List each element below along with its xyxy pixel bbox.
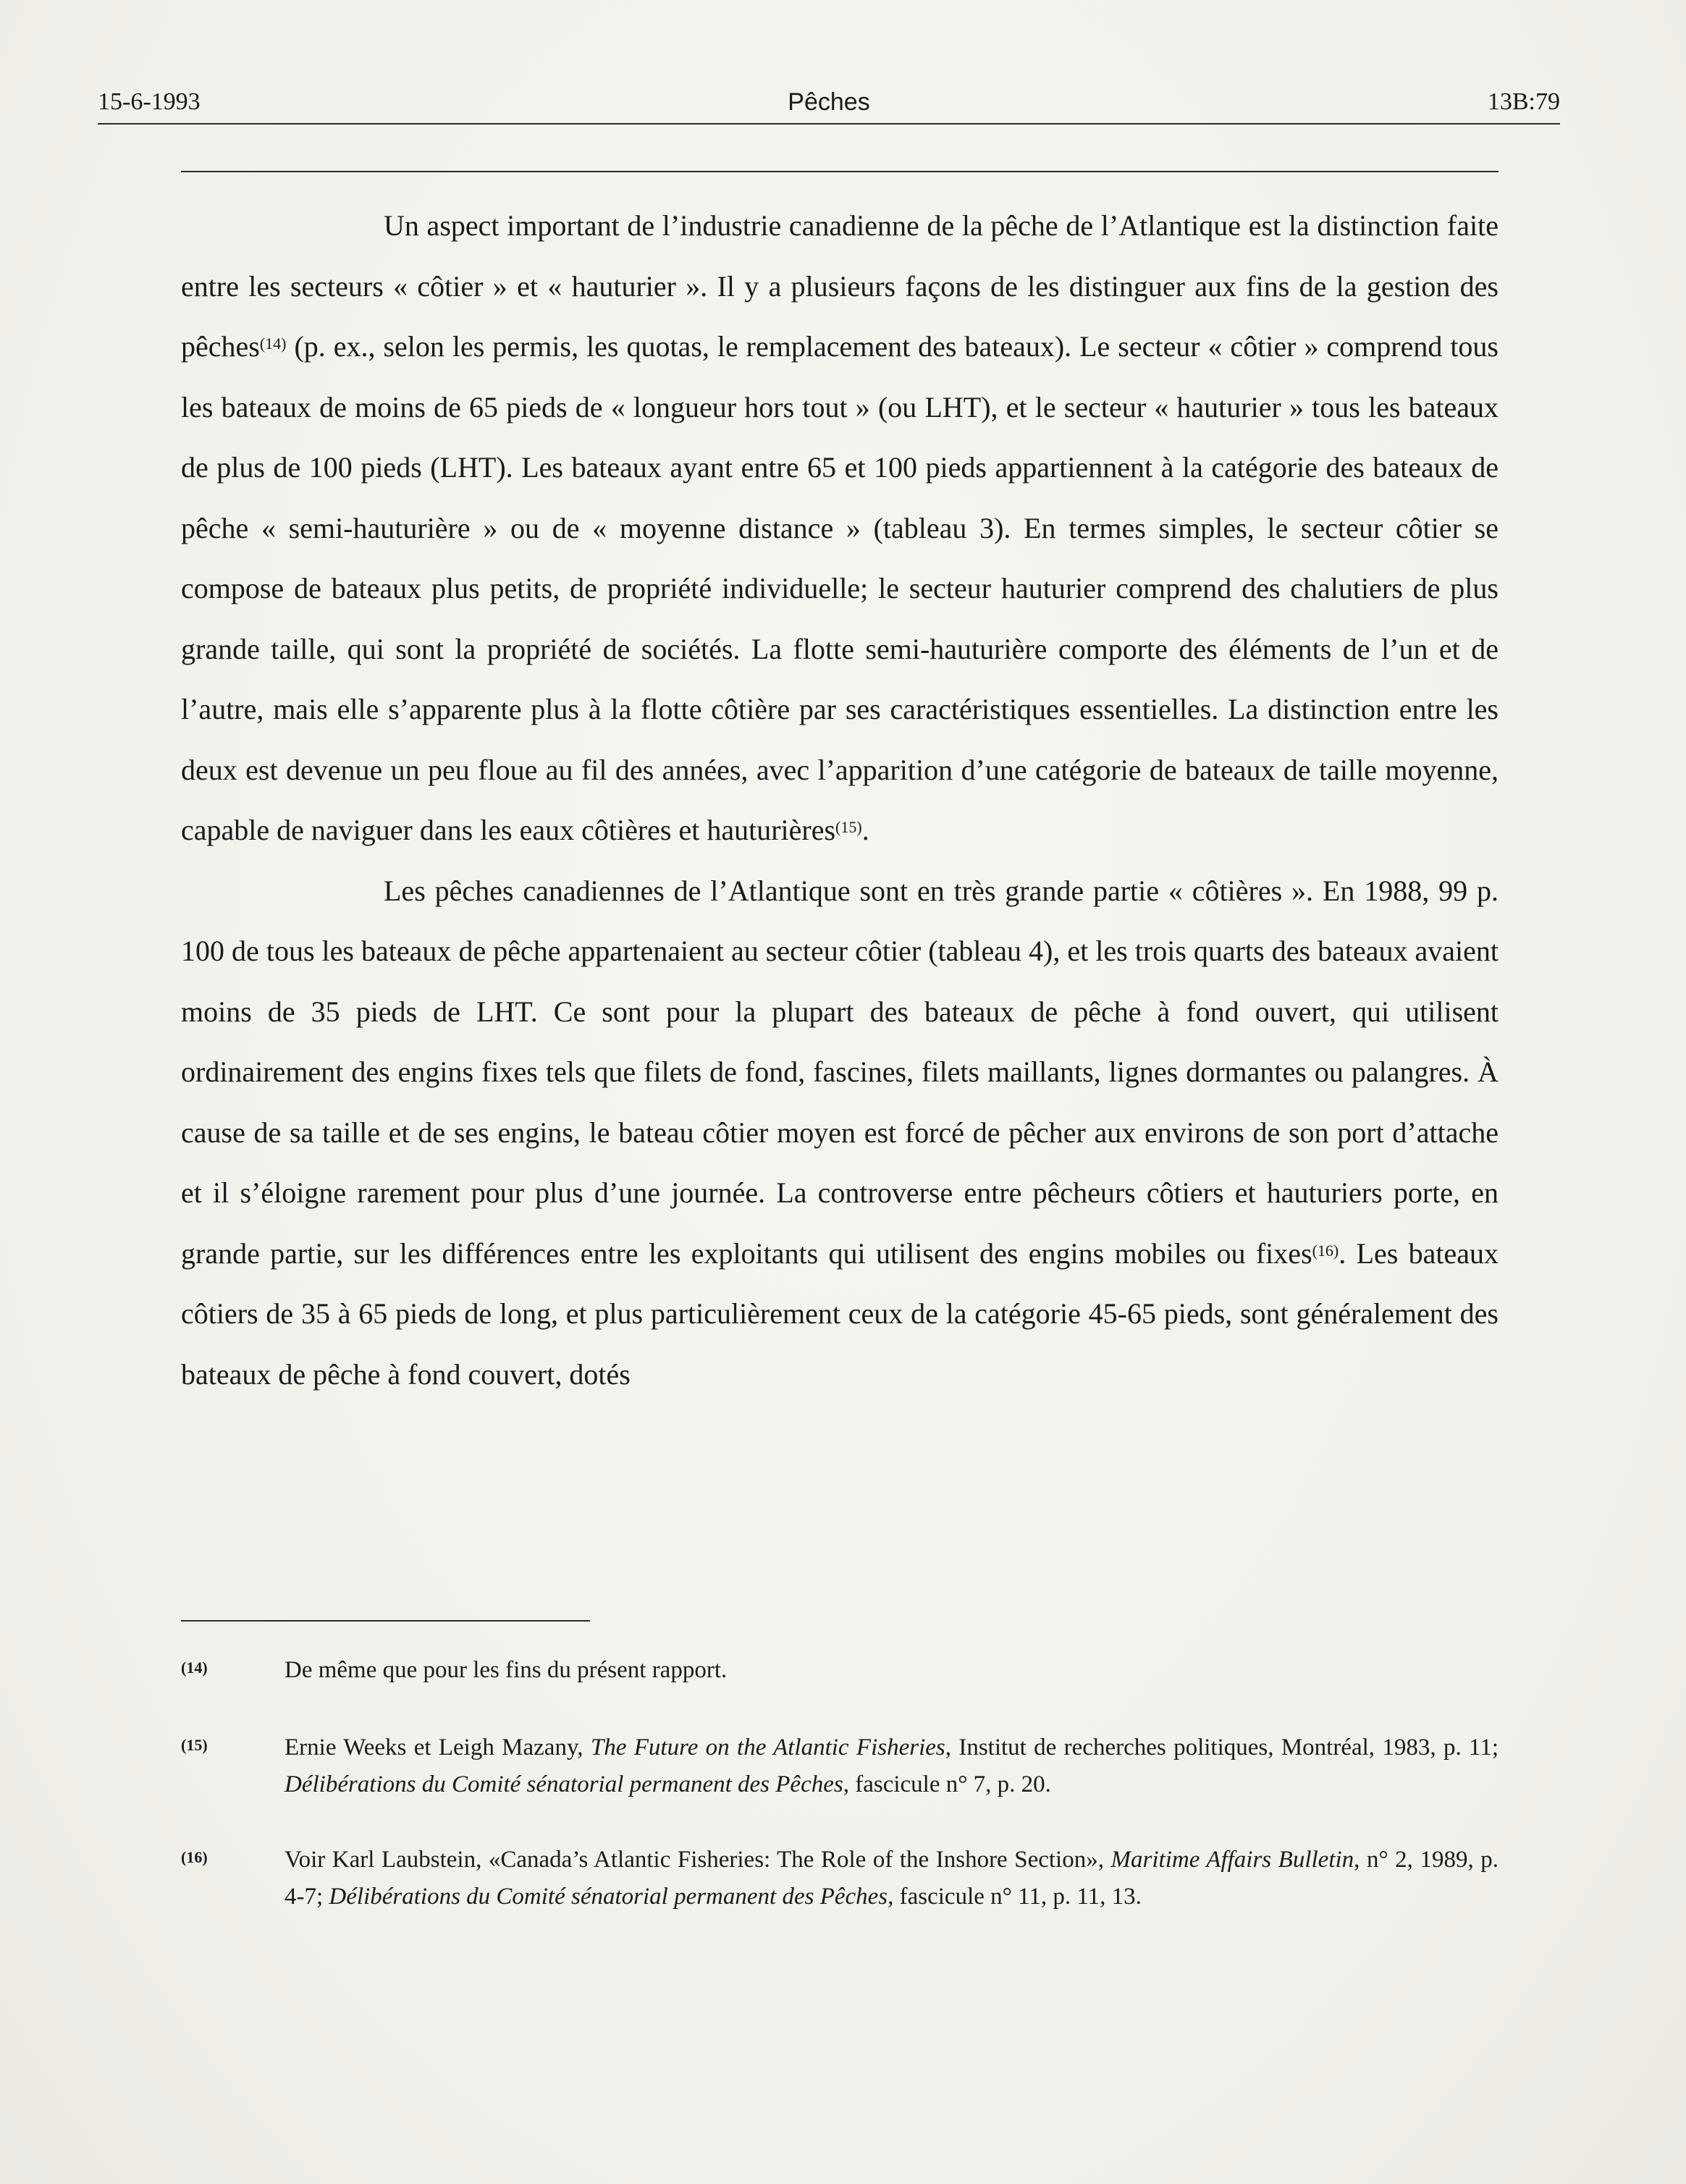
footnote-text (284, 1729, 1499, 1803)
footnote-title-italic: The Future on the Atlantic Fisheries (590, 1734, 945, 1761)
footnote-16 (181, 1842, 1499, 1915)
text-top-rule (181, 171, 1499, 172)
footnote-ref-16: (16) (1312, 1241, 1339, 1260)
footnote-text-part: Ernie Weeks et Leigh Mazany, (284, 1734, 591, 1761)
paragraph-2-part-b: . Les bateaux côtiers de 35 à 65 pieds de long, et plus particulièrement ceux de la catégorie 45-65 pieds, sont généralement des bateaux de pêche à fond couvert, dotés (181, 1236, 1499, 1391)
header-date: 15-6-1993 (98, 88, 201, 115)
paragraph-1-part-b: (p. ex., selon les permis, les quotas, le remplacement des bateaux). Le secteur « côtier » comprend tous les bateaux de moins de 65 pieds de « longueur hors tout » (ou LHT), et le secteur « hauturier » tous les bateaux de plus de 100 pieds (LHT). Les bateaux ayant entre 65 et 100 pieds appartiennent à la catégorie des bateaux de pêche « semi-hauturière » ou de « moyenne distance » (tableau 3). En termes simples, le secteur côtier se compose de bateaux plus petits, de propriété individuelle; le secteur hauturier comprend des chalutiers de plus grande taille, qui sont la propriété de sociétés. La flotte semi-hauturière comporte des éléments de l’un et de l’autre, mais elle s’apparente plus à la flotte côtière par ses caractéristiques essentielles. La distinction entre les deux est devenue un peu floue au fil des années, avec l’apparition d’une catégorie de bateaux de taille moyenne, capable de naviguer dans les eaux côtières et hauturières (181, 330, 1499, 846)
paragraph-2-part-a: Les pêches canadiennes de l’Atlantique sont en très grande partie « côtières ». En 1988, 99 p. 100 de tous les bateaux de pêche appartenaient au secteur côtier (tableau 4), et les trois quarts des bateaux avaient moins de 35 pieds de LHT. Ce sont pour la plupart des bateaux de pêche à fond ouvert, qui utilisent ordinairement des engins fixes tels que filets de fond, fascines, filets maillants, lignes dormantes ou palangres. À cause de sa taille et de ses engins, le bateau côtier moyen est forcé de pêcher aux environs de son port d’attache et il s’éloigne rarement pour plus d’une journée. La controverse entre pêcheurs côtiers et hauturiers porte, en grande partie, sur les différences entre les exploitants qui utilisent des engins mobiles ou fixes (181, 874, 1499, 1270)
footnote-ref-14: (14) (259, 334, 287, 353)
footnote-text-part: De même que pour les fins du présent rapport. (284, 1657, 728, 1683)
footnote-ref-15: (15) (835, 818, 862, 836)
paragraph-2 (181, 861, 1499, 1405)
header-title: Pêches (788, 88, 870, 116)
paragraph-1 (181, 195, 1499, 861)
paragraph-1-part-a: Un aspect important de l’industrie canadienne de la pêche de l’Atlantique est la distinction faite entre les secteurs « côtier » et « hauturier ». Il y a plusieurs façons de les distinguer aux fins de la gestion des pêches (181, 209, 1499, 363)
footnote-15 (181, 1729, 1499, 1803)
paragraph-1-part-c: . (861, 814, 869, 846)
footnote-text-part: , Institut de recherches politiques, Montréal, 1983, p. 11; (945, 1734, 1499, 1761)
footnote-14 (181, 1652, 1499, 1689)
footnote-text-part: Voir Karl Laubstein, «Canada’s Atlantic Fisheries: The Role of the Inshore Section», (284, 1847, 1111, 1873)
footnote-text-part: , fascicule n° 11, p. 11, 13. (888, 1884, 1142, 1910)
page-header (98, 81, 1560, 125)
footnote-title-italic: Délibérations du Comité sénatorial permanent des Pêches (284, 1771, 843, 1797)
footnote-number: (15) (181, 1736, 208, 1754)
footnote-number: (16) (181, 1848, 208, 1866)
footnote-text (284, 1652, 1499, 1689)
body-text (181, 195, 1499, 1404)
footnote-text-part: , fascicule n° 7, p. 20. (843, 1771, 1051, 1797)
footnote-text (284, 1842, 1499, 1915)
footnote-title-italic: Maritime Affairs Bulletin (1110, 1847, 1354, 1873)
header-page-number: 13B:79 (1487, 88, 1560, 115)
footnote-title-italic: Délibérations du Comité sénatorial permanent des Pêches (329, 1884, 888, 1910)
footnote-text-part: , n° 2, 1989, p. 4-7; (284, 1847, 1499, 1910)
footnote-number: (14) (181, 1658, 208, 1677)
header-rule (98, 123, 1560, 125)
footnote-separator (181, 1620, 590, 1622)
